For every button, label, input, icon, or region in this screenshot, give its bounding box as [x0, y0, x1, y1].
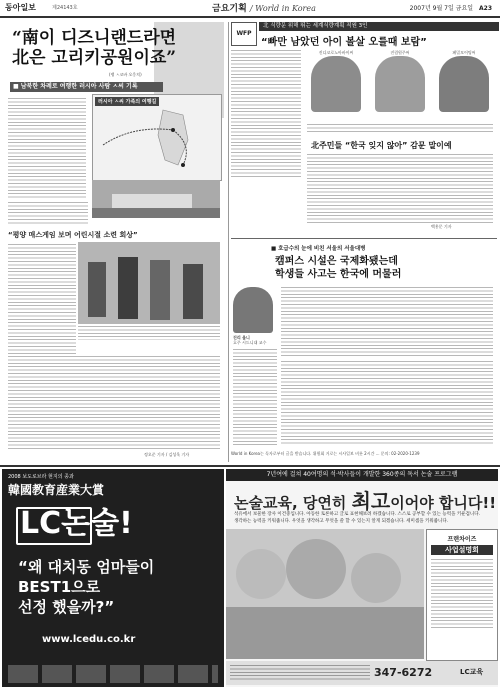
ad-body-line-1: 석유에서 보물한 장사 이건중입니다. 아동한 토론하고 글로 표현해보려 하겠습니다. 스스로 공부할 수 있는 능력을 키운겁니다.	[234, 512, 481, 517]
route-map	[92, 94, 222, 181]
portrait-caption-text	[307, 124, 493, 134]
staff-portraits	[307, 50, 493, 120]
slogan-line-2: BEST1으로	[18, 578, 101, 596]
desk-shape	[226, 607, 424, 659]
ad-body-copy	[234, 511, 492, 525]
article-body-text-3	[8, 244, 76, 354]
staff-card	[435, 50, 493, 112]
page-number: A23	[479, 5, 492, 12]
franchise-title: 프랜차이즈	[447, 536, 477, 543]
advertisement	[0, 465, 500, 689]
article-body-text-4	[8, 356, 220, 450]
author-title: 호주 시드니대 교수	[233, 340, 267, 345]
ship-shape	[112, 194, 192, 208]
article-headline	[12, 28, 176, 68]
slogan-line-3: 선정 했을까?”	[18, 598, 115, 616]
article-body-text-2	[307, 154, 493, 224]
ad-url[interactable]: www.lcedu.co.kr	[42, 634, 136, 645]
section-english: World in Korea	[255, 4, 316, 13]
ad-body-line-2: 생각하는 능력을 키워줍니다. 우엇을 생각하고 무엇을 쓸 할 수 있는지 알게 되겠습니다. 세미셈을 키워줍니다.	[234, 519, 449, 524]
article-body-text-2	[233, 349, 277, 445]
parade-photo	[78, 242, 220, 324]
middle-article	[231, 238, 497, 461]
person-figure-2	[118, 257, 138, 319]
child-figure	[351, 553, 401, 603]
staff-photo	[375, 56, 425, 112]
person-figure-1	[88, 262, 106, 317]
page-date	[410, 3, 492, 12]
page-footer-note: World in Korea는 독자로부터 글을 받습니다. 위원회 거로는 시사일보 비롯 2시간 ... 문의: 02-2020-1239	[231, 451, 420, 456]
newspaper-masthead: 동아일보	[5, 2, 36, 12]
headline-part-a: 논술교육, 당연히	[234, 494, 352, 512]
franchise-schedule-text	[431, 559, 493, 629]
page-header	[0, 0, 500, 18]
child-figure	[236, 549, 286, 599]
section-divider: /	[249, 4, 256, 13]
child-figure	[286, 539, 346, 599]
ad-top-banner: 7년여에 걸쳐 40여명의 석·박사들이 개발한 360종의 독서 논술 프로그램	[226, 469, 498, 481]
ad-footer-bar	[226, 661, 498, 685]
headline-line-2: 학생들 사고는 한국에 머물러	[275, 269, 402, 280]
route-map-drawing	[93, 105, 221, 179]
headline-line-2: 北은 고리키공원이죠”	[12, 48, 177, 68]
article-body-text	[281, 287, 493, 357]
staff-card	[307, 50, 365, 112]
person-figure-3	[150, 260, 170, 320]
map-caption: 러시아 ㅅ씨 가족의 여행길	[95, 97, 159, 106]
article-kicker: ■ 호급수의 눈에 비친 서울의 서울대병	[271, 246, 366, 252]
franchise-box	[426, 529, 498, 661]
ad-children-photo	[226, 529, 424, 659]
article-headline: “빠만 남았던 아이 볼살 오를때 보람”	[261, 37, 427, 48]
ad-slogan	[18, 557, 154, 617]
article-byline-end: 정오준 기자 / 김성욱 기자	[144, 452, 190, 457]
franchise-subtitle: 사업설명회	[431, 545, 493, 555]
article-subhead: 北주민들 “한국 잊지 않아” 감문 말이예	[311, 141, 452, 150]
photo-caption-text	[78, 326, 220, 340]
staff-photo	[439, 56, 489, 112]
column-rule	[228, 22, 229, 462]
headline-line-1: 캠퍼스 시설은 국제화됐는데	[275, 256, 398, 267]
ad-tagline: 2008 보도로브라 현지의 종과	[8, 474, 74, 480]
article-subhead-2: “평양 매스게임 보며 어린시절 소련 회상”	[8, 231, 138, 239]
ad-left-panel	[2, 469, 224, 687]
right-article	[231, 22, 497, 232]
staff-name: 진디코로노아바이씨	[318, 50, 354, 55]
article-headline	[275, 255, 401, 281]
staff-name: 페밀모어팅씨	[452, 50, 476, 55]
ad-right-panel	[226, 469, 498, 687]
ad-award-strip	[8, 665, 218, 683]
issue-number: 제24143호	[52, 5, 78, 11]
staff-photo	[311, 56, 361, 112]
article-body-text	[8, 98, 86, 198]
author-photo	[233, 287, 273, 333]
headline-emphasis: 최고	[351, 489, 391, 513]
article-body-text-3	[281, 361, 493, 445]
ad-logo-small: LC교육	[460, 668, 484, 676]
slogan-line-1: “왜 대치동 엄마들이	[18, 558, 155, 576]
ship-photo	[92, 180, 220, 218]
wfp-logo: WFP	[231, 22, 257, 46]
water-shape	[92, 208, 220, 218]
article-kicker: 北 식량문 위해 뛰는 세계식량계획 직원 3인	[259, 22, 499, 31]
byline: (쟁 ㅅ코바 오웅치)	[109, 72, 142, 77]
ad-headline	[234, 485, 496, 514]
ad-brand-name: LC논술!	[20, 506, 133, 541]
article-body-text-2	[8, 202, 88, 226]
headline-line-1: “南이 디즈니랜드라면	[12, 28, 177, 48]
ad-award: 韓國教育産業大賞	[8, 483, 105, 497]
person-figure-4	[183, 264, 203, 319]
headline-part-c: 이어야 합니다!!	[390, 494, 497, 512]
section-title	[212, 1, 316, 14]
author-name: 진리 올니	[233, 335, 250, 340]
section-korean: 금요기획	[212, 4, 247, 14]
staff-card	[371, 50, 429, 112]
left-article	[4, 22, 224, 462]
ad-footer-text	[230, 665, 370, 681]
staff-name: 진림원주씨	[390, 50, 410, 55]
article-subhead: ■ 남북한 차례로 여행한 러시아 사람 ㅅ씨 기록	[10, 82, 163, 92]
date-text: 2007년 9월 7일 금요일	[409, 5, 474, 12]
ad-phone[interactable]: 347-6272	[374, 666, 433, 679]
article-body-text	[231, 50, 301, 178]
article-byline-end: 백홍문 기자	[431, 224, 452, 229]
